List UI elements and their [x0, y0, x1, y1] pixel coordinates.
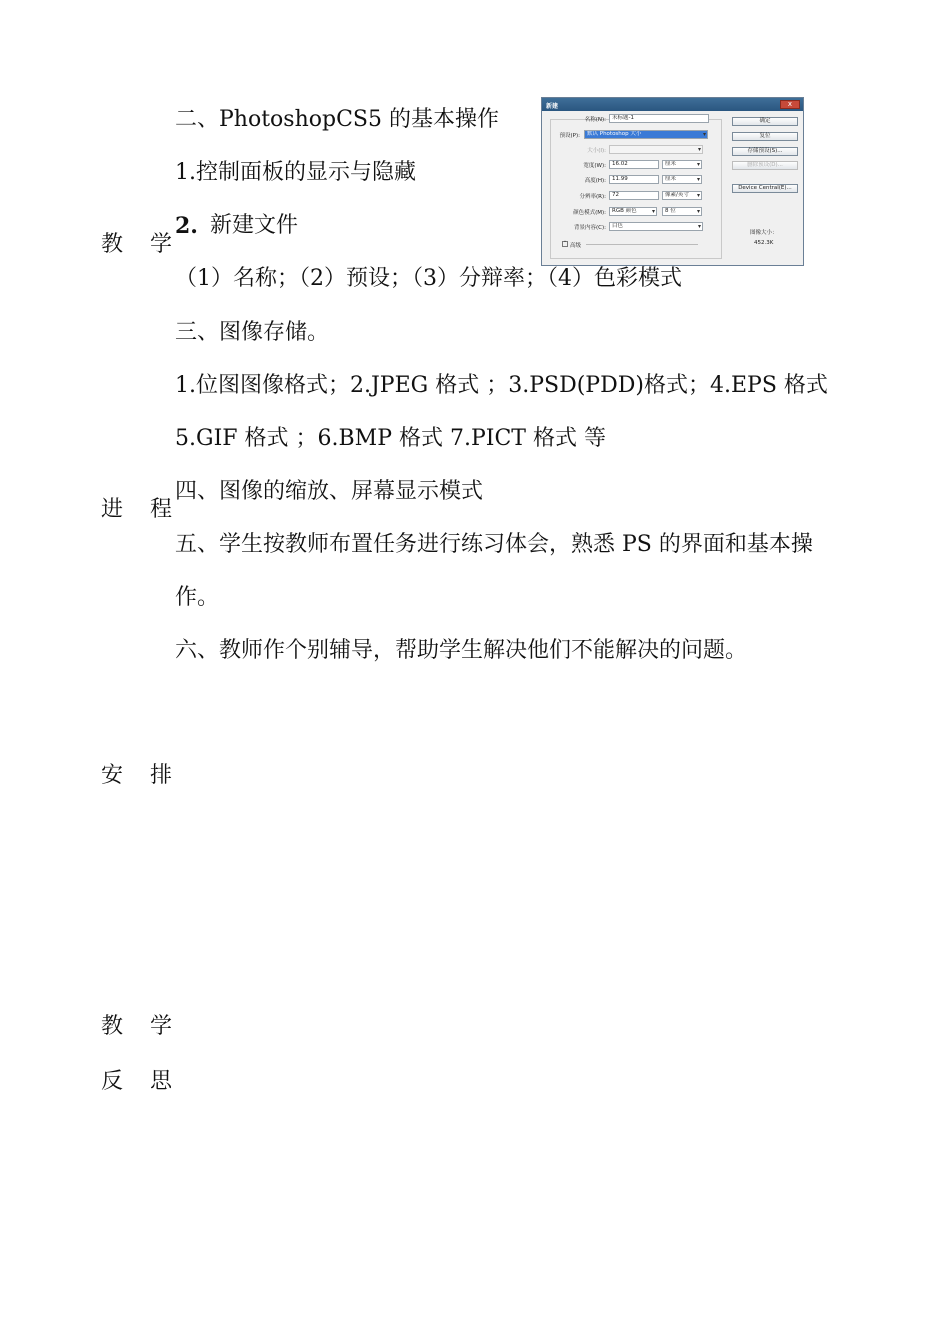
heading-teacher-guidance: 六、教师作个别辅导，帮助学生解决他们不能解决的问题。	[175, 638, 748, 663]
preset-label: 预设(P):	[559, 133, 580, 139]
side-label-5: 反 思	[101, 1069, 182, 1094]
width-unit-select[interactable]: 厘米 ▾	[662, 160, 702, 169]
height-label: 高度(H):	[584, 178, 606, 184]
save-preset-button[interactable]: 存储预设(S)...	[732, 147, 798, 156]
width-label: 宽度(W):	[583, 163, 606, 169]
width-input[interactable]: 16.02	[609, 160, 659, 169]
device-central-button[interactable]: Device Central(E)...	[732, 184, 798, 193]
heading-basic-operations: 二、PhotoshopCS5 的基本操作	[175, 107, 499, 132]
background-label: 背景内容(C):	[574, 225, 606, 231]
name-input[interactable]: 未标题-1	[609, 114, 709, 123]
size-select[interactable]	[609, 145, 703, 154]
formats-line-2: 5.GIF 格式 ；6.BMP 格式 7.PICT 格式 等	[175, 426, 606, 451]
side-label-1: 教 学	[101, 232, 182, 257]
item-number-2: 2.	[175, 213, 198, 239]
height-unit-select[interactable]: 厘米 ▾	[662, 175, 702, 184]
advanced-label[interactable]: 高级	[570, 243, 582, 249]
new-file-dialog	[541, 97, 804, 266]
bit-depth-select[interactable]: 8 位 ▾	[662, 207, 702, 216]
side-label-3: 安 排	[101, 763, 182, 788]
item-panel-toggle: 1.控制面板的显示与隐藏	[175, 160, 416, 185]
ok-button[interactable]: 确定	[732, 117, 798, 126]
preset-select[interactable]: 默认 Photoshop 大小 ▾	[584, 130, 708, 139]
resolution-unit-select[interactable]: 像素/英寸 ▾	[662, 191, 702, 200]
image-size-value: 452.3K	[754, 240, 774, 246]
heading-image-storage: 三、图像存储。	[175, 320, 330, 345]
side-label-2: 进 程	[101, 497, 182, 522]
image-size-label: 图像大小：	[750, 230, 778, 236]
dialog-title: 新建	[546, 103, 559, 110]
side-label-4: 教 学	[101, 1014, 182, 1039]
background-select[interactable]: 白色 ▾	[609, 222, 703, 231]
chevron-down-icon[interactable]: ˅	[563, 241, 567, 247]
color-mode-select[interactable]: RGB 颜色 ▾	[609, 207, 657, 216]
color-mode-label: 颜色模式(M):	[573, 210, 606, 216]
dialog-settings-group	[550, 119, 722, 259]
name-label: 名称(N):	[584, 117, 606, 123]
close-icon[interactable]: x	[780, 100, 800, 109]
heading-student-practice: 五、学生按教师布置任务进行练习体会，熟悉 PS 的界面和基本操	[175, 532, 813, 557]
dialog-title-bar	[542, 98, 803, 111]
new-file-options: （1）名称；（2）预设；（3）分辩率；（4）色彩模式	[175, 266, 682, 291]
reset-button[interactable]: 复位	[732, 132, 798, 141]
formats-line-1: 1.位图图像格式；2.JPEG 格式 ；3.PSD(PDD)格式；4.EPS 格式	[175, 373, 828, 398]
resolution-label: 分辨率(R):	[579, 194, 606, 200]
delete-preset-button[interactable]: 删除预设(D)...	[732, 161, 798, 170]
resolution-input[interactable]: 72	[609, 191, 659, 200]
student-practice-cont: 作。	[175, 585, 220, 610]
advanced-divider	[586, 244, 698, 245]
size-label: 大小(I):	[587, 148, 606, 154]
height-input[interactable]: 11.99	[609, 175, 659, 184]
item-new-file: 新建文件	[210, 213, 299, 238]
heading-zoom-display: 四、图像的缩放、屏幕显示模式	[175, 479, 484, 504]
